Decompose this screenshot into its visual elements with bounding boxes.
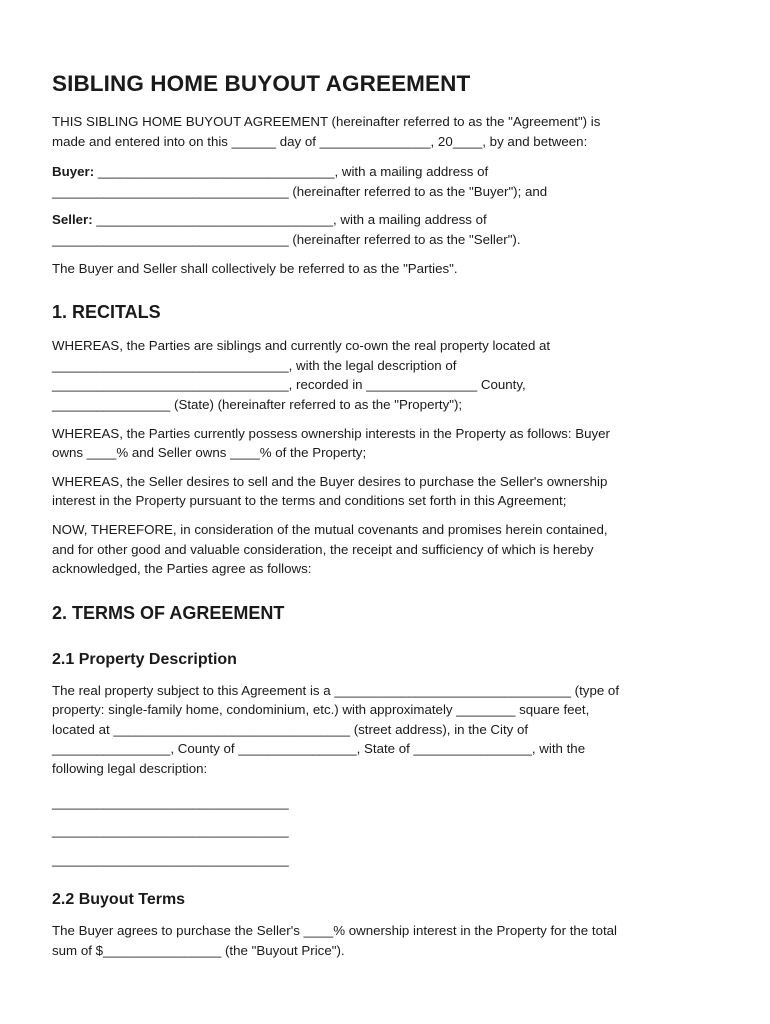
buyout-terms-paragraph	[52, 921, 722, 960]
agreement-document	[52, 70, 722, 961]
recitals-line: and for other good and valuable consideration, the receipt and sufficiency of which is hereby	[52, 541, 594, 557]
recitals-line: WHEREAS, the Seller desires to sell and the Buyer desires to purchase the Seller's ownership	[52, 473, 608, 489]
recitals-paragraph	[52, 472, 722, 511]
recitals-line: WHEREAS, the Parties currently possess ownership interests in the Property as follows: Buyer	[52, 425, 610, 441]
property-description-line: The real property subject to this Agreement is a ________________________________ (type of	[52, 682, 620, 698]
property-description-heading: 2.1 Property Description	[52, 650, 237, 668]
buyer-line-rest: ________________________________, with a mailing address of	[94, 164, 489, 180]
seller-paragraph	[52, 210, 722, 249]
recitals-line: WHEREAS, the Parties are siblings and currently co-own the real property located at	[52, 338, 551, 354]
parties-note: The Buyer and Seller shall collectively be referred to as the "Parties".	[52, 260, 458, 276]
recitals-line: ________________ (State) (hereinafter referred to as the "Property");	[52, 396, 463, 412]
legal-description-blank: ________________________________	[52, 823, 289, 839]
intro-line: THIS SIBLING HOME BUYOUT AGREEMENT (hereinafter referred to as the "Agreement") is	[52, 114, 601, 129]
document-title: SIBLING HOME BUYOUT AGREEMENT	[52, 71, 471, 96]
seller-label: Seller:	[52, 212, 93, 228]
property-description-paragraph	[52, 681, 722, 779]
recitals-paragraph	[52, 424, 722, 463]
legal-description-blank: ________________________________	[52, 794, 289, 810]
recitals-paragraph	[52, 520, 722, 579]
buyout-terms-heading: 2.2 Buyout Terms	[52, 891, 186, 909]
legal-description-blank: ________________________________	[52, 851, 289, 867]
intro-paragraph	[52, 112, 722, 151]
buyer-line: ________________________________ (hereinafter referred to as the "Buyer"); and	[52, 183, 548, 199]
buyer-line	[52, 162, 722, 182]
recitals-line: acknowledged, the Parties agree as follows:	[52, 561, 312, 577]
seller-line-rest: ________________________________, with a mailing address of	[92, 212, 487, 228]
buyer-label: Buyer:	[52, 164, 95, 180]
property-description-line: following legal description:	[52, 761, 208, 777]
recitals-paragraph	[52, 336, 722, 414]
seller-line	[52, 210, 722, 230]
intro-line: made and entered into on this ______ day of _______________, 20____, by and between:	[52, 133, 588, 149]
recitals-line: ________________________________, with the legal description of	[52, 357, 457, 373]
recitals-heading: 1. RECITALS	[52, 302, 161, 323]
seller-line: ________________________________ (hereinafter referred to as the "Seller").	[52, 231, 521, 247]
property-description-line: ________________, County of ________________, State of ________________, with the	[52, 741, 586, 757]
property-description-line: located at ________________________________ (street address), in the City of	[52, 721, 529, 737]
recitals-line: NOW, THEREFORE, in consideration of the mutual covenants and promises herein contained,	[52, 521, 608, 537]
buyout-terms-line: The Buyer agrees to purchase the Seller's ____% ownership interest in the Property for the total	[52, 923, 618, 939]
recitals-line: ________________________________, recorded in _______________ County,	[52, 377, 526, 393]
buyout-terms-line: sum of $________________ (the "Buyout Price").	[52, 943, 345, 959]
recitals-line: interest in the Property pursuant to the terms and conditions set forth in this Agreement;	[52, 493, 567, 509]
terms-heading: 2. TERMS OF AGREEMENT	[52, 602, 285, 623]
property-description-line: property: single-family home, condominium, etc.) with approximately ________ square feet,	[52, 702, 590, 718]
buyer-paragraph	[52, 162, 722, 201]
recitals-line: owns ____% and Seller owns ____% of the Property;	[52, 445, 367, 461]
